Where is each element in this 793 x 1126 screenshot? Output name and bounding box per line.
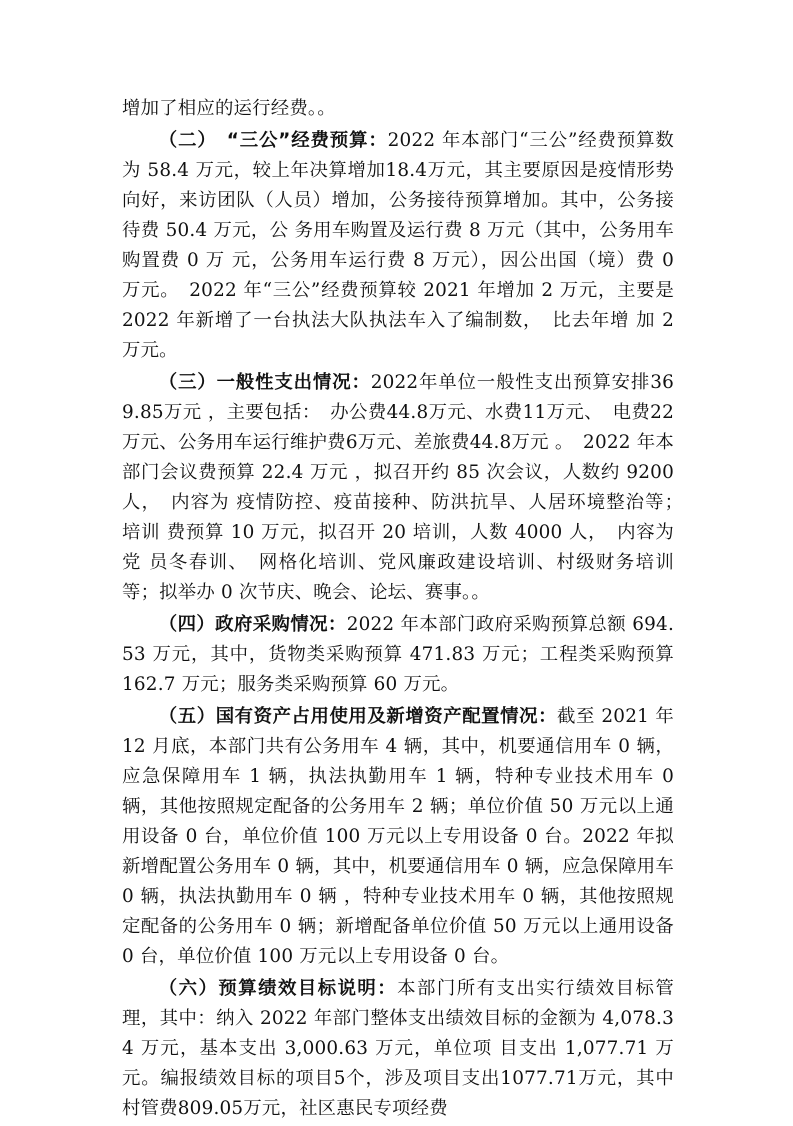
paragraph-text: 增加了相应的运行经费。。 xyxy=(122,98,336,119)
document-page xyxy=(122,94,693,1126)
paragraph-state-assets xyxy=(122,702,674,972)
section-heading: （六）预算绩效目标说明： xyxy=(158,978,398,999)
paragraph-government-procurement xyxy=(122,610,674,700)
paragraph-continuation xyxy=(122,94,674,124)
section-heading: （五）国有资产占用使用及新增资产配置情况： xyxy=(158,706,558,727)
section-heading: （二） “三公”经费预算： xyxy=(158,130,388,151)
paragraph-text: 2022 年本部门“三公”经费预算数为 58.4 万元，较上年决算增加18.4万元，其主要原因是疫情形势向好，来访团队（人员）增加，公务接待预算增加。其中，公务接待费 50.4 万元，公 务用车购置及运行费 8 万元（其中，公务用车购置费 0 万 元，公务用车运行费 8 万元），因公出国（境）费 0 万元。 2022 年“三公”经费预算较 2021 年增加 2 万元，主要是 2022 年新增了一台执法大队执法车入了编制数， 比去年增 加 2 万元。 xyxy=(122,130,674,361)
paragraph-performance-targets xyxy=(122,974,674,1124)
paragraph-general-expenditure xyxy=(122,368,693,608)
paragraph-text: 本部门所有支出实行绩效目标管理，其中：纳入 2022 年部门整体支出绩效目标的金额为 4,078.34 万元，基本支出 3,000.63 万元，单位项 目支出 1,077.71 万元。编报绩效目标的项目5个，涉及项目支出1077.71万元，其中村管费809.05万元，社区惠民专项经费 xyxy=(122,978,674,1119)
section-heading: （四）政府采购情况： xyxy=(158,614,347,635)
paragraph-text: 2022年单位一般性支出预算安排369.85万元 ，主要包括： 办公费44.8万元、水费11万元、 电费22万元、公务用车运行维护费6万元、差旅费44.8万元 。 2022 年本部门会议费预算 22.4 万元 ，拟召开约 85 次会议，人数约 9200 人， 内容为 疫情防控、疫苗接种、防洪抗旱、人居环境整治等； 培训 费预算 10 万元，拟召开 20 培训，人数 4000 人， 内容为党 员冬春训、 网格化培训、党风廉政建设培训、村级财务培训等；拟举办 0 次节庆、晚会、论坛、赛事。。 xyxy=(122,372,693,603)
paragraph-text: 2022 年本部门政府采购预算总额 694.53 万元，其中，货物类采购预算 471.83 万元；工程类采购预算 162.7 万元；服务类采购预算 60 万元。 xyxy=(122,614,674,695)
paragraph-three-public-budget xyxy=(122,126,674,366)
paragraph-text: 截至 2021 年 12 月底，本部门共有公务用车 4 辆，其中，机要通信用车 0 辆，应急保障用车 1 辆，执法执勤用车 1 辆，特种专业技术用车 0 辆，其他按照规定配备的公务用车 2 辆；单位价值 50 万元以上通用设备 0 台，单位价值 100 万元以上专用设备 0 台。2022 年拟新增配置公务用车 0 辆，其中，机要通信用车 0 辆，应急保障用车 0 辆，执法执勤用车 0 辆 ，特种专业技术用车 0 辆，其他按照规定配备的公务用车 0 辆；新增配备单位价值 50 万元以上通用设备 0 台，单位价值 100 万元以上专用设备 0 台。 xyxy=(122,706,675,967)
section-heading: （三）一般性支出情况： xyxy=(158,372,371,393)
